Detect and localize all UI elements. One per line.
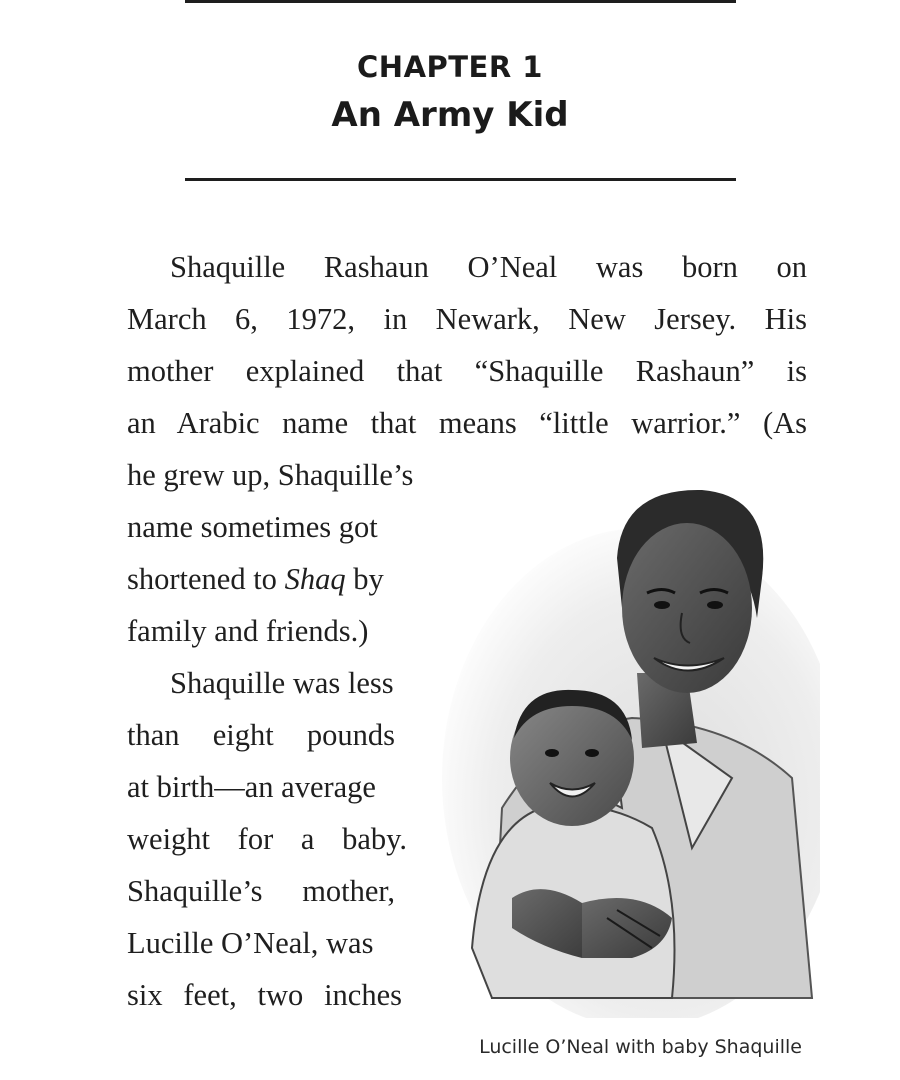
illustration-caption: Lucille O’Neal with baby Shaquille [479,1036,802,1058]
text-line: Shaquille’s mother, [127,874,395,908]
emphasis-shaq: Shaq [284,562,346,596]
text-line [127,562,384,614]
text-line: weight for a baby. [127,822,407,856]
text-segment: shortened to [127,562,285,596]
text-line: mother explained that “Shaquille Rashaun” is [127,354,807,388]
text-line: than eight pounds [127,718,395,752]
mother-and-baby-illustration [432,478,820,1018]
chapter-label: CHAPTER 1 [357,50,543,84]
text-line: family and friends.) [127,614,369,648]
text-line: Shaquille Rashaun O’Neal was born on [170,250,807,284]
text-line: an Arabic name that means “little warrior.” (As [127,406,807,440]
chapter-title: An Army Kid [331,95,569,135]
heading-rule [185,178,736,181]
text-line: Shaquille was less [170,666,394,700]
text-line: he grew up, Shaquille’s [127,458,414,492]
text-line: six feet, two inches [127,978,402,1012]
text-line: name sometimes got [127,510,378,544]
top-rule [185,0,736,3]
text-line: March 6, 1972, in Newark, New Jersey. His [127,302,807,336]
text-line: at birth—an average [127,770,376,804]
text-line: Lucille O’Neal, was [127,926,374,960]
text-segment: by [345,562,384,596]
